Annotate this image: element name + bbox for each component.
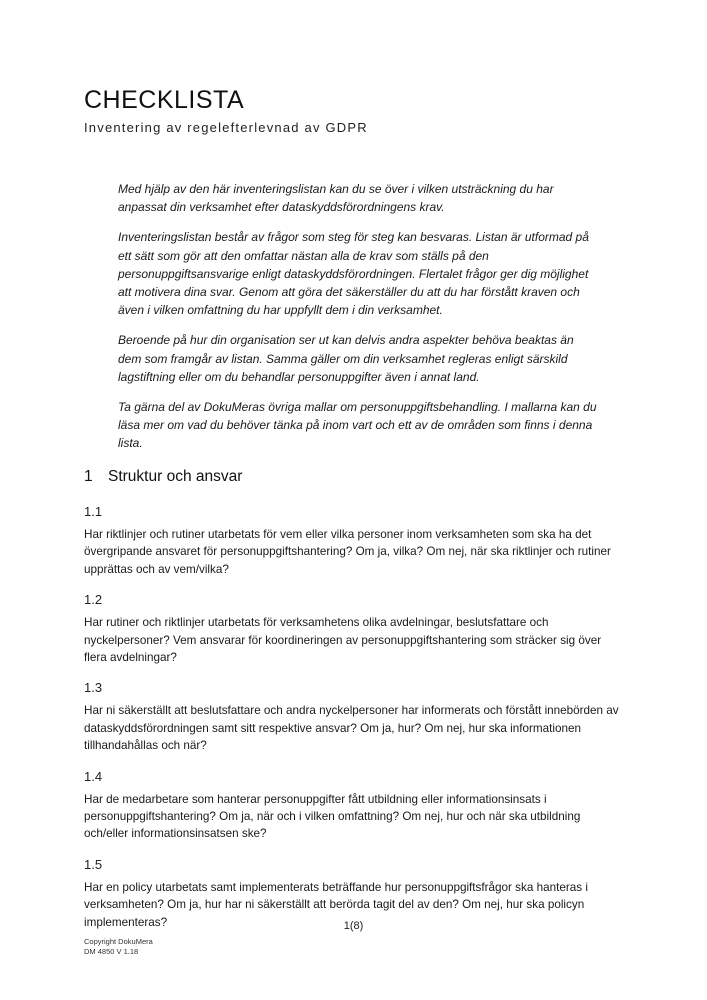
footer-copyright: Copyright DokuMera	[84, 937, 153, 946]
question-item	[84, 504, 624, 578]
intro-block	[118, 180, 598, 465]
question-item	[84, 769, 624, 843]
question-text: Har en policy utarbetats samt implementerats beträffande hur personuppgiftsfrågor ska hanteras i verksamheten? Om ja, hur har ni säkerställt att berörda tagit del av den? Om nej, hur ska policyn implementeras?	[84, 880, 588, 929]
question-text: Har riktlinjer och rutiner utarbetats för vem eller vilka personer inom verksamheten som ska ha det övergripande ansvaret för personuppgiftshantering? Om ja, vilka? Om nej, när ska riktlinjer och rutiner upprättas och av vem/vilka?	[84, 528, 611, 576]
question-text: Har de medarbetare som hanterar personuppgifter fått utbildning eller informationsinsats i personuppgiftshantering? Om ja, när och i vilken omfattning? Om nej, hur och när ska utbildning och/eller informationsinsatsen ske?	[84, 792, 581, 841]
intro-paragraph: Inventeringslistan består av frågor som steg för steg kan besvaras. Listan är utformad på ett sätt som gör att den omfattar nästan alla de krav som ställs på den personuppgiftsansvarige enligt dataskyddsförordningen. Flertalet frågor ger dig möjlighet att motivera dina svar. Genom att göra det säkerställer du att du har förstått kraven och även i vilken omfattning du har uppfyllt dem i din verksamhet.	[118, 230, 589, 318]
footer-doc-id: DM 4850 V 1.18	[84, 947, 139, 956]
question-item	[84, 592, 624, 666]
question-number: 1.2	[84, 592, 103, 608]
page-number: 1(8)	[343, 920, 364, 932]
intro-paragraph: Med hjälp av den här inventeringslistan kan du se över i vilken utsträckning du har anpassat din verksamhet efter dataskyddsförordningens krav.	[118, 182, 554, 215]
intro-paragraph: Ta gärna del av DokuMeras övriga mallar om personuppgiftsbehandling. I mallarna kan du läsa mer om vad du behöver tänka på inom vart och ett av de områden som finns i denna lista.	[118, 400, 597, 451]
section-number: 1	[84, 468, 93, 485]
document-title: CHECKLISTA	[84, 86, 245, 114]
question-item	[84, 680, 624, 754]
question-number: 1.5	[84, 856, 103, 872]
question-list	[84, 504, 624, 945]
section-title: Struktur och ansvar	[108, 468, 243, 485]
section-heading	[84, 468, 242, 486]
question-number: 1.3	[84, 680, 103, 696]
question-text: Har ni säkerställt att beslutsfattare och andra nyckelpersoner har informerats och förstått innebörden av dataskyddsförordningen samt sitt respektive ansvar? Om ja, hur? Om nej, hur ska informationen tillhandahållas och när?	[84, 704, 619, 753]
footer	[84, 937, 153, 957]
question-number: 1.4	[84, 768, 103, 784]
question-number: 1.1	[84, 504, 103, 519]
document-subtitle: Inventering av regelefterlevnad av GDPR	[84, 120, 368, 135]
question-text: Har rutiner och riktlinjer utarbetats för verksamhetens olika avdelningar, beslutsfattare och nyckelpersoner? Vem ansvarar för koordineringen av personuppgiftshantering som sträcker sig över flera avdelningar?	[84, 616, 602, 665]
intro-paragraph: Beroende på hur din organisation ser ut kan delvis andra aspekter behöva beaktas än dem som framgår av listan. Samma gäller om din verksamhet regleras enligt särskild lagstiftning eller om du behandlar personuppgifter även i annat land.	[118, 333, 574, 384]
